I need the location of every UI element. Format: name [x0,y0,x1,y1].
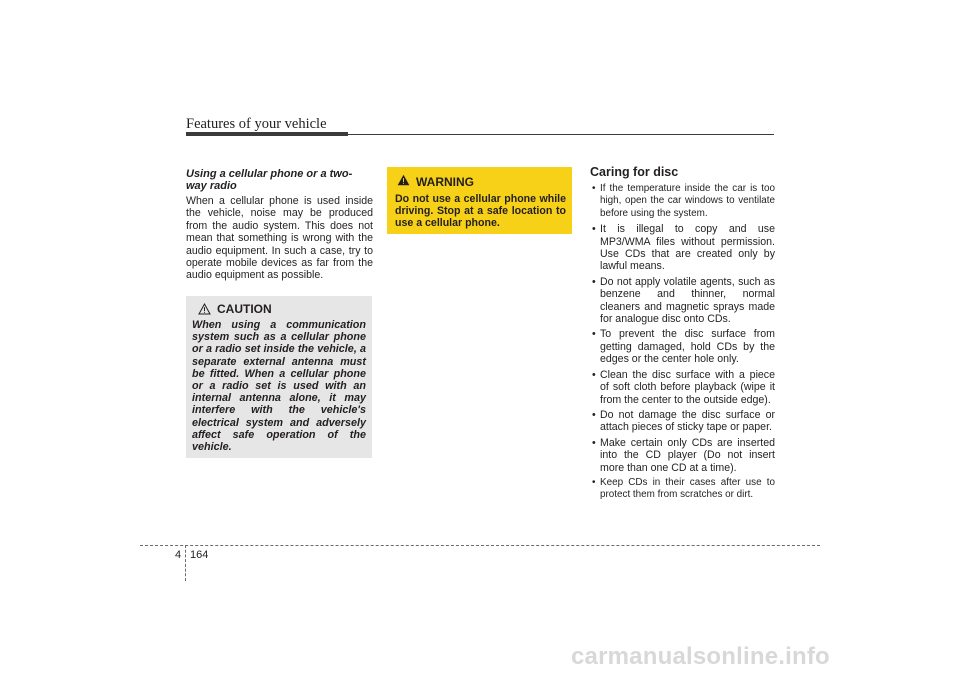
list-item: • If the temperature inside the car is too high, open the car windows to ventilate before using the system. [590,183,775,220]
caution-header [198,302,366,316]
caution-title: CAUTION [217,302,272,316]
list-item: • Do not apply volatile agents, such as benzene and thinner, normal cleaners and magnetic sprays made for analogue disc onto CDs. [590,276,775,326]
caring-for-disc-heading: Caring for disc [590,165,679,179]
list-item: • To prevent the disc surface from getting damaged, hold CDs by the edges or the center hole only. [590,328,775,365]
list-item: • It is illegal to copy and use MP3/WMA files without permission. Use CDs that are created only by lawful means. [590,223,775,273]
cellular-phone-subheading: Using a cellular phone or a two-way radio [186,168,353,192]
header-rule-thick [186,132,348,136]
warning-triangle-icon [397,173,410,191]
warning-header [397,173,566,191]
list-item: • Do not damage the disc surface or attach pieces of sticky tape or paper. [590,409,775,434]
warning-title: WARNING [416,175,474,189]
caution-box [186,296,372,458]
left-column [186,168,373,282]
cellular-phone-body: When a cellular phone is used inside the vehicle, noise may be produced from the audio system. This does not mean that something is wrong with the audio equipment. In such a case, try to operate mobile devices as far from the audio equipment as possible. [186,195,373,282]
warning-box [387,167,572,234]
chapter-number: 4 [175,549,182,561]
footer-divider [185,545,186,581]
section-title: Features of your vehicle [186,116,327,132]
list-item: • Make certain only CDs are inserted into the CD player (Do not insert more than one CD at a time). [590,437,775,474]
header-rule-thin [348,134,774,135]
right-column [590,165,775,505]
page-number: 164 [190,549,209,561]
footer-rule [140,545,820,546]
list-item: • Clean the disc surface with a piece of soft cloth before playback (wipe it from the center to the outside edge). [590,369,775,406]
caution-text: When using a communication system such as a cellular phone or a radio set inside the vehicle, a separate external antenna must be fitted. When a cellular phone or a radio set is used with an internal antenna alone, it may interfere with the vehicle's electrical system and adversely affect safe operation of the vehicle. [192,319,366,454]
list-item: • Keep CDs in their cases after use to protect them from scratches or dirt. [590,477,775,502]
disc-care-list [590,183,775,502]
watermark: carmanualsonline.info [571,643,830,670]
warning-text: Do not use a cellular phone while driving. Stop at a safe location to use a cellular phone. [395,193,566,230]
caution-triangle-icon [198,303,211,315]
